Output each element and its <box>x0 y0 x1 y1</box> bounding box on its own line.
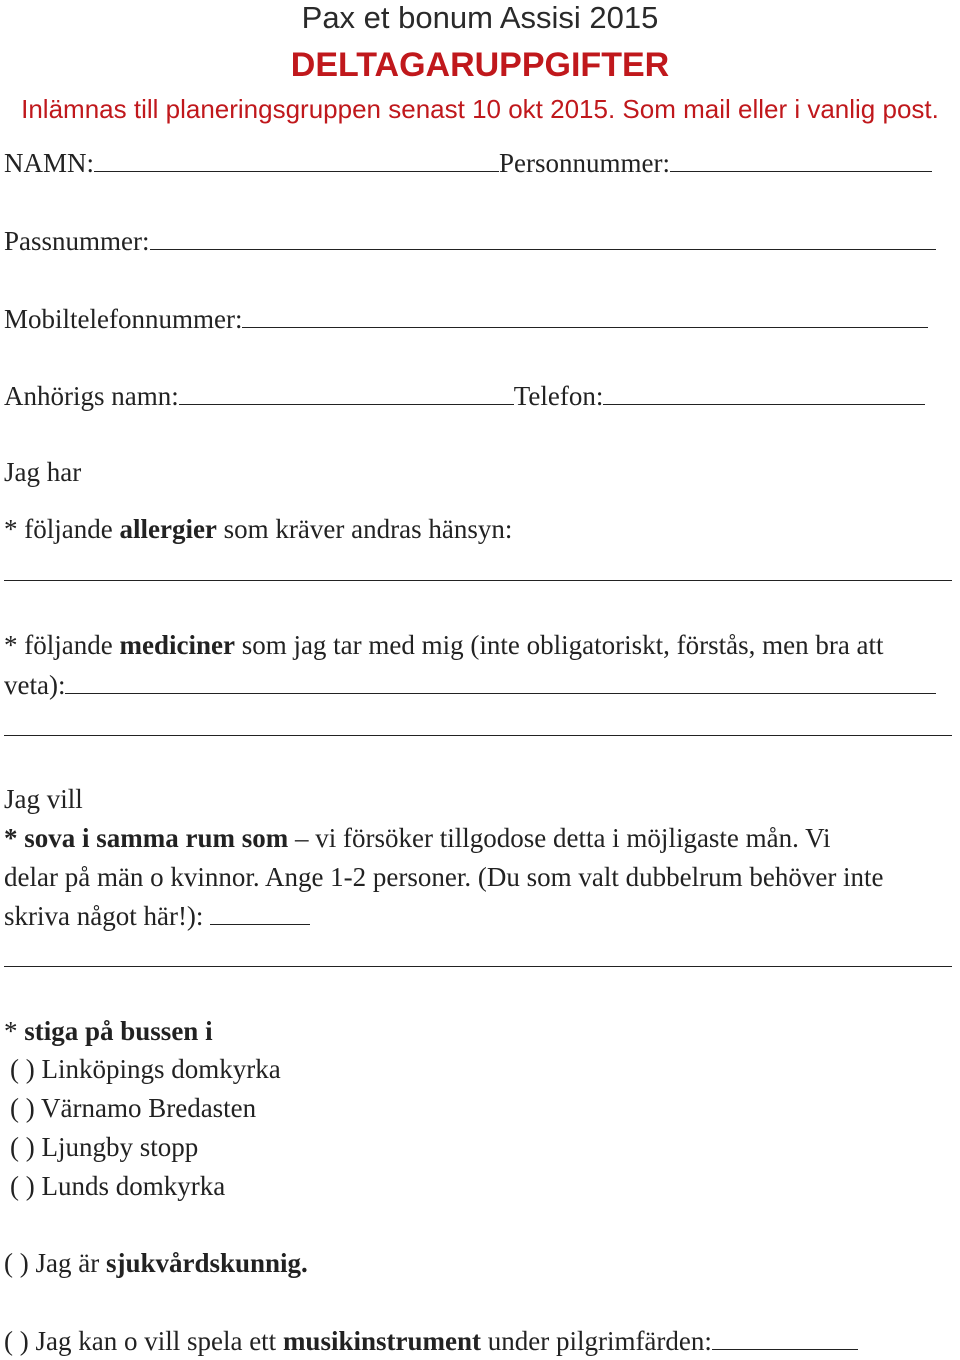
bus-option-lund[interactable] <box>10 1171 225 1202</box>
room-line3: skriva något här!): <box>4 901 204 931</box>
music-option[interactable] <box>4 1325 858 1357</box>
bus-question <box>4 1016 213 1047</box>
mobil-field[interactable] <box>242 303 928 328</box>
checkbox-parens[interactable]: ( ) <box>10 1093 35 1123</box>
music-answer-field[interactable] <box>712 1325 858 1350</box>
checkbox-parens[interactable]: ( ) <box>4 1326 29 1356</box>
medicine-suffix: som jag tar med mig (inte obligatoriskt, förstås, men bra att <box>234 630 884 660</box>
bus-option-ljungby[interactable] <box>10 1132 198 1163</box>
passnummer-row <box>4 225 936 257</box>
room-line3-row <box>4 900 310 932</box>
allergy-prefix: * följande <box>4 514 120 544</box>
anhorig-row <box>4 380 925 412</box>
mobil-label: Mobiltelefonnummer: <box>4 304 243 334</box>
checkbox-parens[interactable]: ( ) <box>4 1248 29 1278</box>
form-subtitle: Inlämnas till planeringsgruppen senast 10 okt 2015. Som mail eller i vanlig post. <box>21 94 939 124</box>
music-prefix: Jag kan o vill spela ett <box>35 1326 283 1356</box>
care-option[interactable] <box>4 1248 308 1279</box>
room-text: – vi försöker tillgodose detta i möjligaste mån. Vi <box>288 823 831 853</box>
want-heading: Jag vill <box>4 784 83 814</box>
medicine-answer-line[interactable] <box>4 735 952 736</box>
allergy-bold: allergier <box>119 514 217 544</box>
passnummer-field[interactable] <box>150 225 936 250</box>
medicine-bold: mediciner <box>119 630 235 660</box>
passnummer-label: Passnummer: <box>4 226 150 256</box>
checkbox-parens[interactable]: ( ) <box>10 1054 35 1084</box>
has-heading: Jag har <box>4 457 82 487</box>
room-answer-field[interactable] <box>210 900 310 925</box>
allergy-suffix: som kräver andras hänsyn: <box>216 514 513 544</box>
allergy-question <box>4 514 512 545</box>
checkbox-parens[interactable]: ( ) <box>10 1171 35 1201</box>
medicine-prefix: * följande <box>4 630 120 660</box>
form-heading: DELTAGARUPPGIFTER <box>290 46 670 84</box>
room-bold: * sova i samma rum som <box>4 823 289 853</box>
name-label: NAMN: <box>4 148 95 178</box>
room-question <box>4 823 831 854</box>
bus-option-label: Värnamo Bredasten <box>41 1093 257 1123</box>
bus-option-varnamo[interactable] <box>10 1093 256 1124</box>
telefon-field[interactable] <box>603 380 925 405</box>
checkbox-parens[interactable]: ( ) <box>10 1132 35 1162</box>
room-answer-line[interactable] <box>4 966 952 967</box>
personnummer-label: Personnummer: <box>499 148 670 178</box>
anhorig-field[interactable] <box>179 380 514 405</box>
room-line2: delar på män o kvinnor. Ange 1-2 personer. (Du som valt dubbelrum behöver inte <box>4 862 884 892</box>
form-title: Pax et bonum Assisi 2015 <box>301 0 659 35</box>
medicine-line2: veta): <box>4 670 66 700</box>
bus-option-linkoping[interactable] <box>10 1054 281 1085</box>
name-row <box>4 147 932 179</box>
care-bold: sjukvårdskunnig. <box>105 1248 308 1278</box>
medicine-answer-field[interactable] <box>65 669 936 694</box>
music-bold: musikinstrument <box>282 1326 481 1356</box>
medicine-question <box>4 630 884 661</box>
bus-option-label: Linköpings domkyrka <box>41 1054 281 1084</box>
name-field[interactable] <box>94 147 499 172</box>
bus-option-label: Ljungby stopp <box>41 1132 199 1162</box>
bus-bold: stiga på bussen i <box>24 1016 213 1046</box>
mobil-row <box>4 303 928 335</box>
care-prefix: Jag är <box>35 1248 106 1278</box>
bus-option-label: Lunds domkyrka <box>41 1171 226 1201</box>
personnummer-field[interactable] <box>670 147 932 172</box>
music-suffix: under pilgrimfärden: <box>480 1326 712 1356</box>
medicine-line2-row <box>4 669 936 701</box>
allergy-answer-line[interactable] <box>4 580 952 581</box>
anhorig-label: Anhörigs namn: <box>4 381 179 411</box>
bus-prefix: * <box>4 1016 25 1046</box>
telefon-label: Telefon: <box>513 381 604 411</box>
